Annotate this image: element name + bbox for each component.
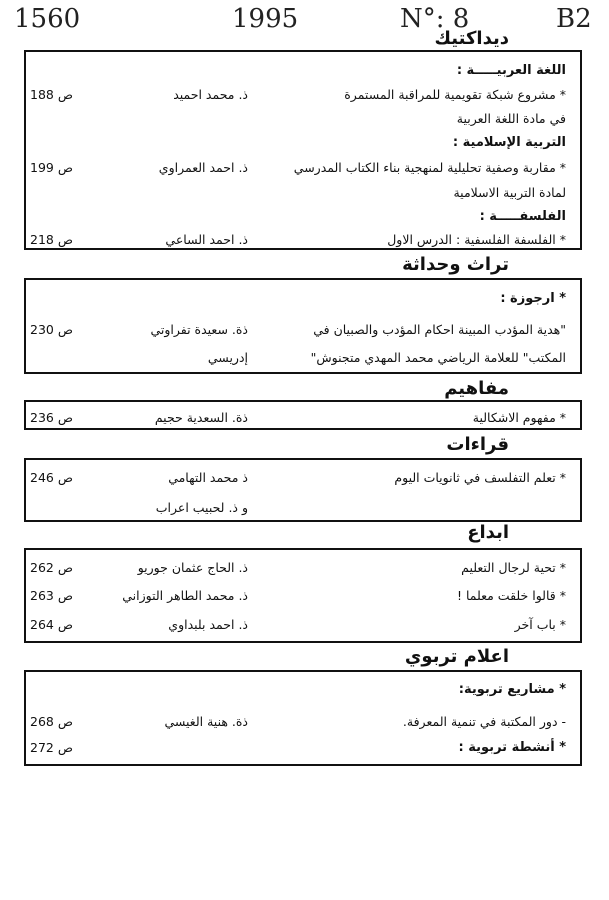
list-item bbox=[26, 85, 580, 107]
list-item bbox=[26, 230, 580, 252]
entry-author: ذ. احمد بلبداوي bbox=[168, 617, 248, 632]
list-item bbox=[26, 615, 580, 637]
entry-title: * تحية لرجال التعليم bbox=[461, 560, 566, 575]
section-title: قراءات bbox=[446, 434, 509, 455]
list-item bbox=[26, 712, 580, 734]
section-box bbox=[24, 50, 582, 250]
entry-page: ص 246 bbox=[30, 470, 73, 485]
section-title: اعلام تربوي bbox=[404, 646, 509, 667]
list-item bbox=[26, 586, 580, 608]
list-item bbox=[26, 408, 580, 430]
subsection-heading: الفلسفـــــة : bbox=[479, 209, 566, 224]
section-box bbox=[24, 458, 582, 522]
list-item bbox=[26, 680, 580, 702]
section-box bbox=[24, 278, 582, 374]
list-item bbox=[26, 109, 580, 131]
entry-page: ص 230 bbox=[30, 322, 73, 337]
entry-author: ذ. احمد الساعي bbox=[165, 232, 248, 247]
list-item bbox=[26, 183, 580, 205]
entry-author: و ذ. لحبيب اعراب bbox=[155, 500, 248, 515]
entry-title: * الفلسفة الفلسفية : الدرس الاول bbox=[387, 232, 566, 247]
entry-page: ص 262 bbox=[30, 560, 73, 575]
entry-page: ص 263 bbox=[30, 588, 73, 603]
entry-author: إدريسي bbox=[207, 350, 248, 365]
section-box bbox=[24, 400, 582, 430]
entry-author: ذة. هنية الغيسي bbox=[164, 714, 248, 729]
entry-title: في مادة اللغة العربية bbox=[456, 111, 566, 126]
entry-author: ذ. الحاج عثمان جوريو bbox=[137, 560, 248, 575]
list-item bbox=[26, 738, 580, 760]
section-title: ابداع bbox=[467, 522, 509, 543]
entry-title: * مشروع شبكة تقويمية للمراقبة المستمرة bbox=[344, 87, 566, 102]
list-item bbox=[26, 61, 580, 83]
entry-title: "هدية المؤدب المبينة احكام المؤدب والصبيان في bbox=[313, 322, 566, 337]
list-item bbox=[26, 207, 580, 229]
entry-author: ذ. محمد احميد bbox=[173, 87, 248, 102]
entry-page: ص 199 bbox=[30, 160, 73, 175]
entry-title: المكتب" للعلامة الرياضي محمد المهدي متجنوش" bbox=[310, 350, 566, 365]
list-item bbox=[26, 158, 580, 180]
entry-page: ص 268 bbox=[30, 714, 73, 729]
list-item bbox=[26, 348, 580, 370]
list-item bbox=[26, 558, 580, 580]
list-item bbox=[26, 289, 580, 311]
entry-title: * قالوا خلقت معلما ! bbox=[456, 588, 566, 603]
entry-author: ذ. احمد العمراوي bbox=[158, 160, 248, 175]
list-item bbox=[26, 320, 580, 342]
section-title: ديداكتيك bbox=[434, 28, 509, 49]
entry-page: ص 272 bbox=[30, 740, 73, 755]
entry-author: ذ. محمد الطاهر التوزاني bbox=[122, 588, 248, 603]
list-item bbox=[26, 468, 580, 490]
list-item bbox=[26, 498, 580, 520]
entry-page: ص 188 bbox=[30, 87, 73, 102]
section-title: مفاهيم bbox=[444, 378, 509, 399]
handwritten-mark: B2 bbox=[556, 4, 592, 34]
entry-page: ص 236 bbox=[30, 410, 73, 425]
entry-title: - دور المكتبة في تنمية المعرفة. bbox=[402, 714, 566, 729]
entry-title: * باب آخر bbox=[514, 617, 566, 632]
subsection-heading: * ارجوزة : bbox=[500, 291, 566, 306]
entry-title: * مقاربة وصفية تحليلية لمنهجية بناء الكتاب المدرسي bbox=[293, 160, 566, 175]
subsection-heading: * أنشطة تربوية : bbox=[458, 740, 566, 755]
section-title: تراث وحداثة bbox=[402, 254, 509, 275]
subsection-heading: التربية الإسلامية : bbox=[452, 135, 566, 150]
section-box bbox=[24, 670, 582, 766]
subsection-heading: * مشاريع تربوية: bbox=[458, 682, 566, 697]
list-item bbox=[26, 133, 580, 155]
entry-page: ص 264 bbox=[30, 617, 73, 632]
handwritten-code: 1560 bbox=[14, 4, 81, 34]
entry-title: * تعلم التفلسف في ثانويات اليوم bbox=[394, 470, 566, 485]
issue-number: N°: 8 bbox=[400, 4, 470, 34]
entry-author: ذ محمد التهامي bbox=[168, 470, 248, 485]
entry-author: ذة. السعدية حجيم bbox=[154, 410, 248, 425]
handwritten-year: 1995 bbox=[232, 4, 299, 34]
entry-title: * مفهوم الاشكالية bbox=[472, 410, 566, 425]
entry-author: ذة. سعيدة تفراوتي bbox=[150, 322, 248, 337]
entry-page: ص 218 bbox=[30, 232, 73, 247]
subsection-heading: اللغة العربيـــــة : bbox=[456, 63, 566, 78]
section-box bbox=[24, 548, 582, 643]
entry-title: لمادة التربية الاسلامية bbox=[453, 185, 566, 200]
